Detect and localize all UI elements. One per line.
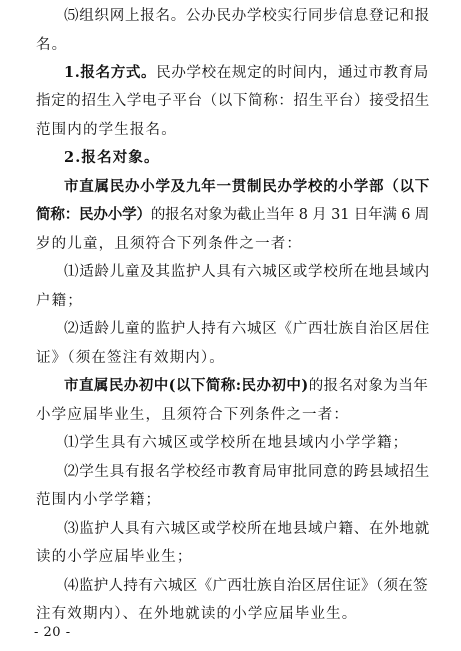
paragraph-line xyxy=(64,376,428,396)
list-item: ⑷监护人持有六城区《广西壮族自治区居住证》（须在签 xyxy=(64,577,428,594)
list-item: 读的小学应届毕业生； xyxy=(36,549,193,565)
paragraph-line: 市直属民办小学及九年一贯制民办学校的小学部（以下 xyxy=(64,177,430,195)
list-item: ⑴学生具有六城区或学校所在地县域内小学学籍； xyxy=(64,435,409,452)
list-item: ⑶监护人具有六城区或学校所在地县域户籍、在外地就 xyxy=(64,520,430,537)
bold-heading: 1.报名方式。 xyxy=(64,64,157,81)
list-item: ⑵学生具有报名学校经市教育局审批同意的跨县域招生 xyxy=(64,463,430,480)
bold-term: 简称：民办小学） xyxy=(36,206,151,224)
section-heading: 2.报名对象。 xyxy=(64,149,160,167)
list-item: 户籍； xyxy=(36,292,83,309)
page-number: - 20 - xyxy=(34,625,71,640)
list-item: 注有效期内）、在外地就读的小学应届毕业生。 xyxy=(36,606,358,622)
paragraph-line: 小学应届毕业生，且须符合下列条件之一者： xyxy=(36,406,349,423)
list-item: 范围内小学学籍； xyxy=(36,492,162,509)
paragraph-line: 范围内的学生报名。 xyxy=(36,121,177,138)
paragraph-line: 指定的招生入学电子平台（以下简称：招生平台）接受招生 xyxy=(36,93,430,110)
paragraph-text: 的报名对象为当年 xyxy=(308,378,429,395)
paragraph-line: 岁的儿童，且须符合下列条件之一者： xyxy=(36,235,303,252)
list-item: 证》（须在签注有效期内）。 xyxy=(36,349,225,366)
paragraph-line xyxy=(36,205,429,225)
list-item: ⑴适龄儿童及其监护人具有六城区或学校所在地县域内 xyxy=(64,264,430,281)
paragraph-text: 民办学校在规定的时间内，通过市教育局 xyxy=(156,65,429,81)
list-item: ⑵适龄儿童的监护人持有六城区《广西壮族自治区居住 xyxy=(64,321,430,338)
paragraph-text: 的报名对象为截止当年 8 月 31 日年满 6 周 xyxy=(150,207,430,224)
paragraph-line xyxy=(64,63,429,83)
paragraph-line: ⑸组织网上报名。公办民办学校实行同步信息登记和报 xyxy=(64,8,430,24)
paragraph-line: 名。 xyxy=(36,36,68,53)
bold-term: 市直属民办初中(以下简称:民办初中) xyxy=(64,377,309,395)
